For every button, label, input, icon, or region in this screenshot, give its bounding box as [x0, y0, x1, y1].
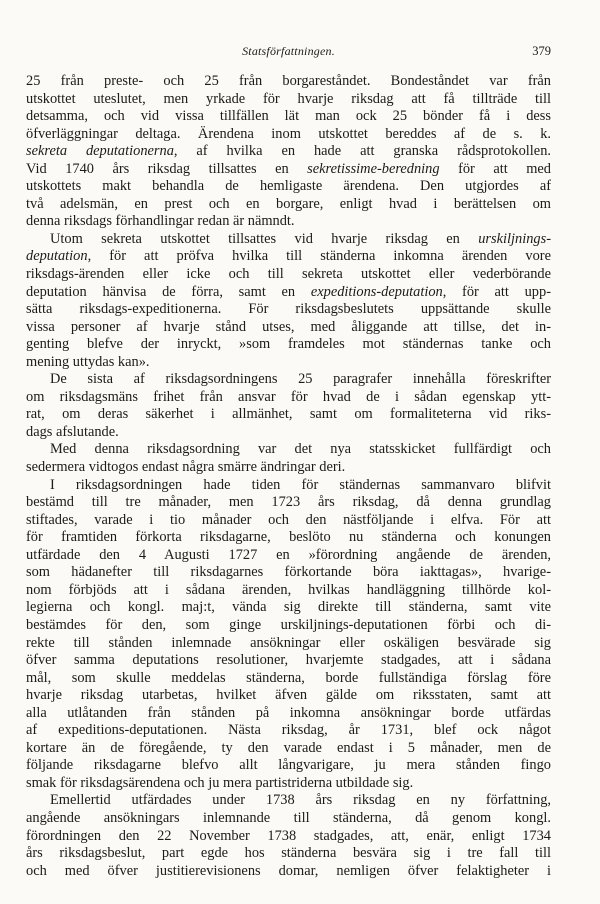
text-line [26, 792, 551, 810]
text-line [26, 371, 551, 389]
text-segment: Med denna riksdagsordning var det nya statsskicket fullfärdigt och [50, 441, 551, 458]
text-segment: om riksdagsmäns frihet från ansvar för hvad de i sådan egenskap ytt- [26, 388, 551, 405]
text-line [26, 582, 551, 600]
text-line [26, 512, 551, 530]
text-segment: genting blefve der inryckt, »som framdeles mot ständernas tanke och [26, 336, 551, 353]
text-segment: , af hvilka en hade att granska rådsprotokollen. [173, 143, 551, 160]
text-segment: öfverläggningar deltaga. Ärendena inom utskottet bereddes af de s. k. [26, 125, 551, 142]
text-segment: rat, om deras säkerhet i allmänhet, samt om formaliteterna vid riks- [26, 406, 551, 423]
text-line [26, 406, 551, 424]
italic-term: deputation [26, 248, 88, 265]
text-line [26, 266, 551, 284]
running-head [26, 44, 551, 64]
text-segment: sätta riksdags-expeditionerna. För riksdagsbeslutets uppsättande skulle [26, 301, 551, 318]
text-line [26, 248, 551, 266]
text-line [26, 705, 551, 723]
text-segment: nom förbjöds att i sådana ärenden, hvilkas handläggning tillhörde kol- [26, 581, 551, 598]
text-line [26, 108, 551, 126]
text-line [26, 635, 551, 653]
text-segment: sedermera vidtogos endast några smärre ändringar deri. [26, 459, 346, 476]
text-line [26, 424, 551, 442]
text-line [26, 284, 551, 302]
text-line [26, 441, 551, 459]
text-segment: bestämd till tre månader, men 1723 års riksdag, då denna grundlag [26, 494, 551, 511]
italic-term: expeditions-deputation [310, 283, 443, 300]
text-segment: deputation hänvisa de förra, samt en [26, 283, 311, 300]
text-segment: I riksdagsordningen hade tiden för ständernas sammanvaro blifvit [50, 476, 551, 493]
text-line [26, 389, 551, 407]
text-segment: riksdags-ärenden eller icke och till sekreta utskottet eller vederbörande [26, 266, 551, 283]
text-line [26, 231, 551, 249]
text-line [26, 722, 551, 740]
text-segment: följande riksdagarne blefvo allt långvarigare, ju mera stånden fingo [26, 757, 551, 774]
italic-term: sekretissime-beredning [307, 160, 440, 177]
text-segment: 25 från preste- och 25 från borgareståndet. Bondeståndet var från [26, 73, 551, 89]
text-segment: legierna och kongl. maj:t, vända sig direkte till ständerna, samt vite [26, 599, 551, 616]
text-line [26, 196, 551, 214]
body-text [26, 73, 551, 880]
text-segment: som hädanefter till riksdagarnes förkortande böra iakttagas», hvarige- [26, 564, 551, 581]
text-segment: utskottet uteslutet, men yrkade för hvarje riksdag att få tillträde till [26, 90, 551, 107]
text-segment: mening uttydas kan». [26, 353, 150, 370]
italic-term: urskiljnings- [478, 230, 551, 247]
text-segment: dags afslutande. [26, 423, 119, 440]
text-segment: af expeditions-deputationen. Nästa riksdag, år 1731, blef ock något [26, 722, 551, 739]
text-segment: smak för riksdagsärendena och ju mera partistriderna utbildade sig. [26, 774, 414, 791]
text-segment: vissa personer af hvarje stånd utses, med åliggande att tillse, det in- [26, 318, 551, 335]
text-segment: detsamma, och vid vissa tillfällen lät man ock 25 bönder få i dess [26, 108, 551, 125]
text-line [26, 336, 551, 354]
text-line [26, 213, 551, 231]
text-segment: angående ansökningars inlemnande till ständerna, då genom kongl. [26, 809, 551, 826]
text-line [26, 161, 551, 179]
text-segment: stiftades, varade i tio månader och den nästföljande i elfva. För att [26, 511, 551, 528]
text-segment: och med öfver justitierevisionens domar, nemligen öfver felaktigheter i [26, 862, 551, 879]
text-segment: alla utlåtanden från stånden på inkomna ansökningar borde utfärdas [26, 704, 551, 721]
text-line [26, 91, 551, 109]
text-line [26, 126, 551, 144]
text-segment: kortare än de föregående, ty den varade endast i 5 månader, men de [26, 739, 551, 756]
text-line [26, 828, 551, 846]
text-segment: Utom sekreta utskottet tillsattes vid hvarje riksdag en [50, 230, 479, 247]
text-line [26, 617, 551, 635]
text-line [26, 547, 551, 565]
text-segment: , för att pröfva hvilka till ständerna inkomna ärenden vore [87, 248, 551, 265]
text-segment: Vid 1740 års riksdag tillsattes en [26, 160, 308, 177]
text-line [26, 757, 551, 775]
text-segment: Emellertid utfärdades under 1738 års riksdag en ny författning, [50, 792, 551, 809]
text-segment: förordningen den 22 November 1738 stadgades, att, enär, enligt 1734 [26, 827, 551, 844]
text-segment: De sista af riksdagsordningens 25 paragrafer innehålla föreskrifter [50, 371, 551, 388]
text-segment: bestämdes för den, som ginge urskiljnings-deputationen förbi och di- [26, 616, 551, 633]
text-segment: för framtiden förkorta riksdagarne, beslöto nu ständerna och konungen [26, 529, 551, 546]
text-segment: två adelsmän, en prest och en borgare, enligt hvad i berättelsen om [26, 195, 551, 212]
text-line [26, 845, 551, 863]
text-line [26, 652, 551, 670]
running-title: Statsförfattningen. [242, 44, 335, 58]
text-line [26, 564, 551, 582]
text-line [26, 494, 551, 512]
text-line [26, 354, 551, 372]
text-line [26, 775, 551, 793]
text-line [26, 477, 551, 495]
italic-term: sekreta deputationerna [26, 143, 174, 160]
text-segment: års riksdagsbeslut, part egde hos ständerna besvära sig i tre fall till [26, 845, 551, 862]
text-line [26, 319, 551, 337]
text-segment: , för att upp- [442, 283, 551, 300]
text-line [26, 687, 551, 705]
text-segment: för att med [439, 160, 551, 177]
text-segment: mål, som skulle meddelas ständerna, borde fullständiga förslag före [26, 669, 551, 686]
text-segment: utfärdade den 4 Augusti 1727 en »förordning angående de ärenden, [26, 546, 551, 563]
text-line [26, 178, 551, 196]
text-line [26, 301, 551, 319]
text-segment: utskottets makt behandla de hemligaste ärendena. Den utgjordes af [26, 178, 551, 195]
text-line [26, 670, 551, 688]
text-line [26, 529, 551, 547]
text-segment: hvarje riksdag utarbetas, hvilket äfven gälde om riksstaten, samt att [26, 687, 551, 704]
text-line [26, 740, 551, 758]
text-line [26, 73, 551, 91]
text-segment: denna riksdags förhandlingar redan är nämndt. [26, 213, 295, 230]
text-line [26, 863, 551, 881]
text-line [26, 599, 551, 617]
text-line [26, 810, 551, 828]
page-number: 379 [532, 44, 551, 58]
text-line [26, 143, 551, 161]
text-segment: rekte till stånden inlemnade ansökningar eller oskäligen besvärade sig [26, 634, 551, 651]
text-segment: öfver samma deputations resolutioner, hvarjemte stadgades, att i sådana [26, 652, 551, 669]
text-line [26, 459, 551, 477]
